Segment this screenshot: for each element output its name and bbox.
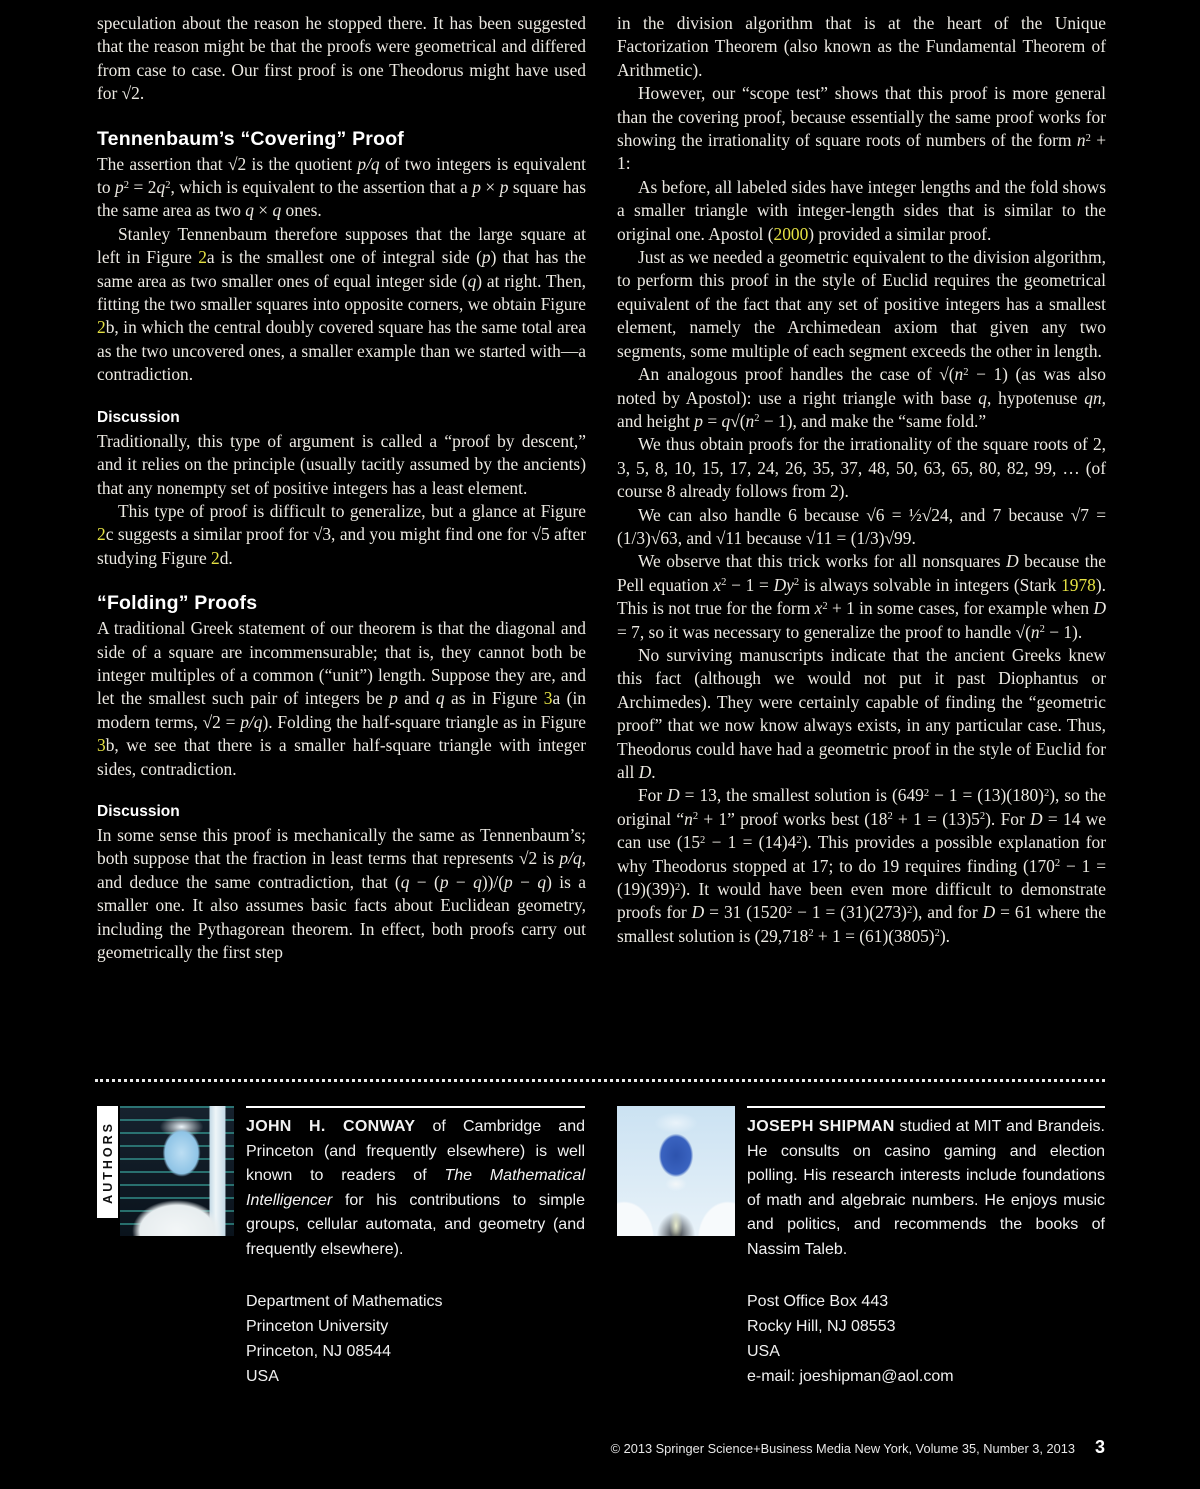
author-photo-conway	[120, 1106, 234, 1236]
authors-divider-dotted-rule	[95, 1079, 1105, 1082]
author-address-conway	[246, 1289, 443, 1389]
citation-link[interactable]: 2	[198, 247, 207, 268]
author-address-shipman	[747, 1289, 954, 1389]
paragraph: No surviving manuscripts indicate that the ancient Greeks knew this fact (although we would not put it past Diophantus or Archimedes). They were certainly capable of finding the “geometric proof” that we now know always exists, in any particular case. Thus, Theodorus could have had a geometric proof in the style of Euclid for all D.	[617, 644, 1106, 782]
paragraph: speculation about the reason he stopped there. It has been suggested that the reason might be that the proofs were geometrical and differed from case to case. Our first proof is one Theodorus might have used for √2.	[97, 13, 586, 104]
citation-link[interactable]: 2	[97, 524, 106, 545]
author-bio-conway: JOHN H. CONWAY of Cambridge and Princeton (and frequently elsewhere) is well known to readers of The Mathematical Intelligencer for his contributions to simple groups, cellular automata, and geometry (and frequently elsewhere).	[246, 1106, 585, 1263]
citation-link[interactable]: 2000	[773, 223, 809, 244]
paragraph: For D = 13, the smallest solution is $(649^2 - 1 = (13)(180)^2)$, so the original “$n^2 + 1$” proof works best $(18^2 + 1 = (13)5^2)$. For D = 14 we can use $(15^2 - 1 = (14)4^2)$. This provides a possible explanation for why Theodorus stopped at 17; to do 19 requires finding $(170^2 - 1 = (19)(39)^2)$. It would have been even more difficult to demonstrate proofs for D = 31 $(1520^2 - 1 = (31)(273)^2)$, and for D = 61 where the smallest solution is $(29,718^2 + 1 = (61)(3805)^2)$.	[617, 785, 1107, 946]
address-line: USA	[246, 1367, 279, 1385]
section-heading: Tennenbaum’s “Covering” Proof	[97, 127, 404, 150]
paragraph: Just as we needed a geometric equivalent to the division algorithm, to perform this proof in the style of Euclid requires the geometrical equivalent of the fact that any set of positive integers has a smallest element, namely the Archimedean axiom that given any two segments, some multiple of each segment exceeds the other in length.	[617, 247, 1106, 361]
author-bio-shipman: JOSEPH SHIPMAN studied at MIT and Brandeis. He consults on casino gaming and election polling. His research interests include foundations of math and algebraic numbers. He enjoys music and politics, and recommends the books of Nassim Taleb.	[747, 1106, 1105, 1263]
citation-link[interactable]: 3	[543, 688, 553, 709]
citation-link[interactable]: 2	[97, 317, 106, 338]
section-heading: “Folding” Proofs	[97, 592, 258, 615]
paragraph: An analogous proof handles the case of $√(n^2 - 1)$ (as was also noted by Apostol): use a right triangle with base q, hypotenuse qn, and height $p = q√(n^2 - 1)$, and make the “same fold.”	[617, 364, 1106, 431]
paragraph: We thus obtain proofs for the irrationality of the square roots of 2, 3, 5, 8, 10, 15, 17, 24, 26, 35, 37, 48, 50, 63, 65, 80, 82, 99, … (of course 8 already follows from 2).	[617, 434, 1106, 502]
authors-vertical-label	[97, 1106, 118, 1218]
page-footer	[97, 1437, 1105, 1458]
author-media-conway	[97, 1106, 234, 1263]
author-block-conway	[97, 1106, 585, 1389]
paragraph: The assertion that √2 is the quotient p/q of two integers is equivalent to $p^2 = 2q^2$, which is equivalent to the assertion that a p × p square has the same area as two q × q ones.	[97, 153, 587, 221]
paragraph: Stanley Tennenbaum therefore supposes that the large square at left in Figure 2a is the smallest one of integral side (p) that has the same area as two smaller ones of equal integer side (q) at right. Then, fitting the two smaller squares into opposite corners, we obtain Figure 2b, in which the central doubly covered square has the same total area as the two uncovered ones, a smaller example than we started with—a contradiction.	[97, 223, 587, 385]
subsection-heading: Discussion	[97, 802, 180, 820]
paragraph: However, our “scope test” shows that this proof is more general than the covering proof, because essentially the same proof works for showing the irrationality of square roots of numbers of the form $n^2 + 1$:	[617, 83, 1107, 174]
author-block-shipman	[617, 1106, 1105, 1389]
paragraph: We can also handle 6 because √6 = ½√24, and 7 because √7 = (1/3)√63, and √11 because √11 = (1/3)√99.	[617, 504, 1106, 548]
article-right-column	[617, 12, 1106, 948]
paragraph: As before, all labeled sides have integer lengths and the fold shows a smaller triangle with integer-length sides that is similar to the original one. Apostol (2000) provided a similar proof.	[617, 176, 1106, 244]
authors-label-text: AUTHORS	[100, 1120, 115, 1204]
paragraph: This type of proof is difficult to generalize, but a glance at Figure 2c suggests a similar proof for √3, and you might find one for √5 after studying Figure 2d.	[97, 500, 586, 568]
page-number: 3	[1094, 1437, 1105, 1457]
address-line: Princeton, NJ 08544	[246, 1342, 391, 1360]
citation-link[interactable]: 3	[97, 735, 106, 756]
address-line: Post Office Box 443	[747, 1292, 889, 1310]
paragraph: A traditional Greek statement of our theorem is that the diagonal and side of a square are incommensurable; that is, they cannot both be integer multiples of a common (“unit”) length. Suppose they are, and let the smallest such pair of integers be p and q as in Figure 3a (in modern terms, √2 = p/q). Folding the half-square triangle as in Figure 3b, we see that there is a smaller half-square triangle with integer sides, contradiction.	[97, 618, 587, 779]
citation-link[interactable]: 1978	[1061, 574, 1096, 595]
paragraph: Traditionally, this type of argument is called a “proof by descent,” and it relies on the principle (usually tacitly assumed by the ancients) that any nonempty set of positive integers has a least element.	[97, 430, 586, 498]
address-line: Department of Mathematics	[246, 1292, 443, 1310]
paragraph: In some sense this proof is mechanically the same as Tennenbaum’s; both suppose that the fraction in least terms that represents √2 is p/q, and deduce the same contradiction, that (q − (p − q))/(p − q) is a smaller one. It also assumes basic facts about Euclidean geometry, including the Pythagorean theorem. In effect, both proofs carry out geometrically the first step	[97, 824, 586, 962]
authors-section	[97, 1106, 1105, 1389]
address-line: e-mail: joeshipman@aol.com	[747, 1367, 954, 1385]
address-line: Rocky Hill, NJ 08553	[747, 1317, 896, 1335]
paragraph: We observe that this trick works for all nonsquares D because the Pell equation $x^2 - 1 = Dy^2$ is always solvable in integers (Stark 1978). This is not true for the form $x^2 + 1$ in some cases, for example when D = 7, so it was necessary to generalize the proof to handle $√(n^2 - 1)$.	[617, 551, 1107, 642]
copyright-text: © 2013 Springer Science+Business Media New York, Volume 35, Number 3, 2013	[610, 1441, 1075, 1456]
author-media-shipman	[617, 1106, 735, 1263]
author-photo-shipman	[617, 1106, 735, 1236]
subsection-heading: Discussion	[97, 408, 180, 426]
article-left-column	[97, 12, 586, 964]
paragraph: in the division algorithm that is at the heart of the Unique Factorization Theorem (also known as the Fundamental Theorem of Arithmetic).	[617, 13, 1106, 80]
citation-link[interactable]: 2	[211, 547, 220, 568]
address-line: USA	[747, 1342, 780, 1360]
address-line: Princeton University	[246, 1317, 389, 1335]
